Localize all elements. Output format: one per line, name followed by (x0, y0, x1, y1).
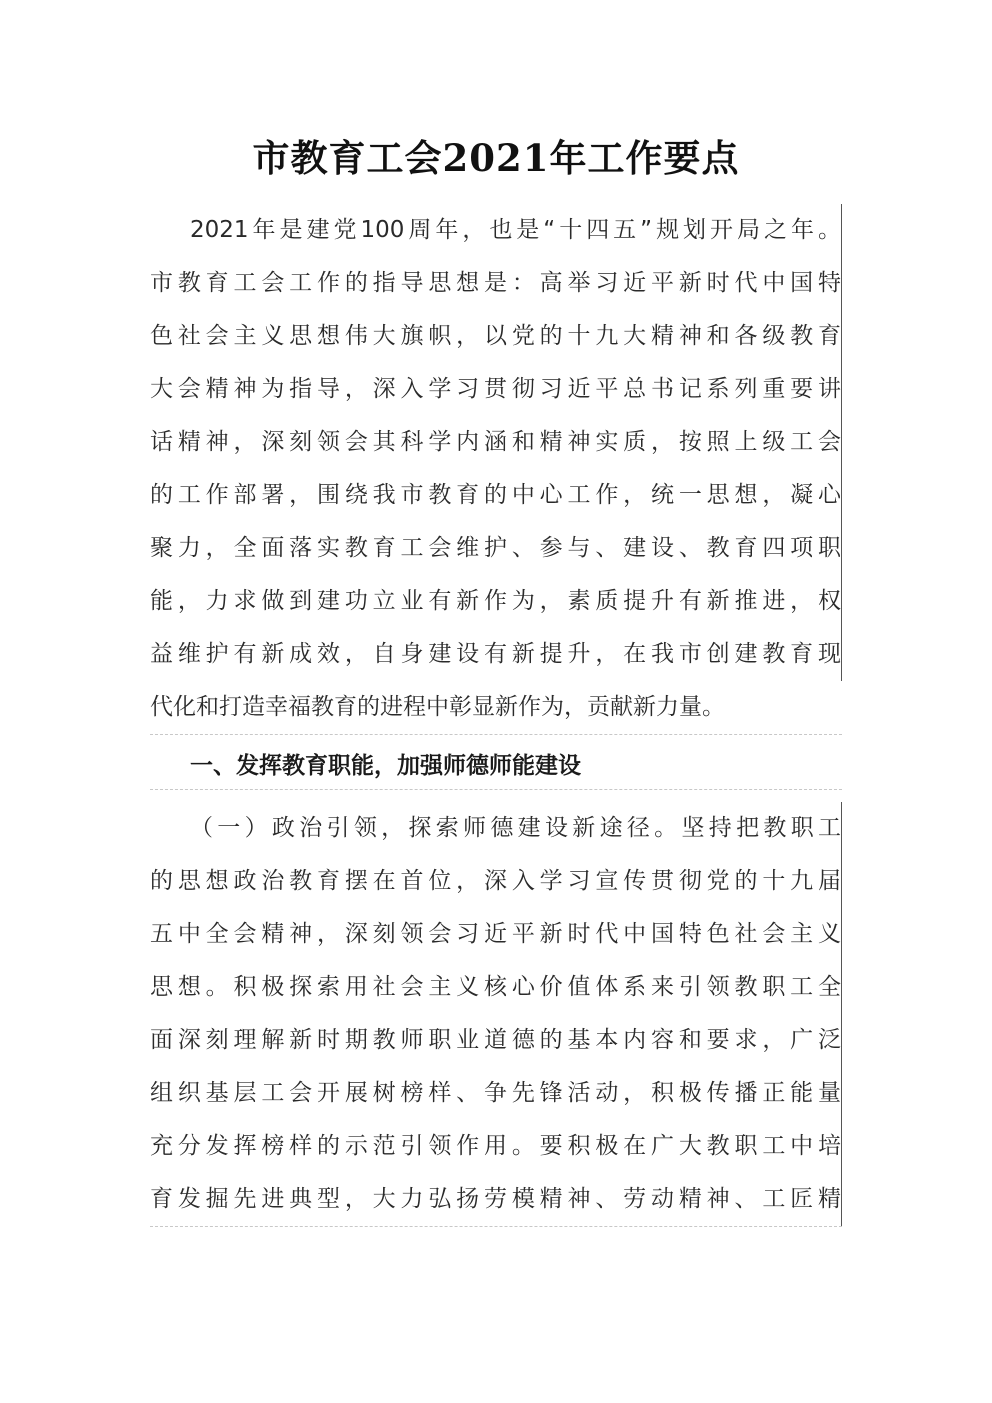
paragraph-line: 益维护有新成效，自身建设有新提升，在我市创建教育现 (150, 628, 842, 681)
paragraph-line: 市教育工会工作的指导思想是：高举习近平新时代中国特 (150, 257, 842, 310)
divider (150, 734, 842, 735)
paragraph-line: 能，力求做到建功立业有新作为，素质提升有新推进，权 (150, 575, 842, 628)
paragraph-line: 育发掘先进典型，大力弘扬劳模精神、劳动精神、工匠精 (150, 1173, 842, 1226)
paragraph-line: 代化和打造幸福教育的进程中彰显新作为，贡献新力量。 (150, 694, 725, 720)
paragraph-line: 组织基层工会开展树榜样、争先锋活动，积极传播正能量 (150, 1067, 842, 1120)
section1-paragraph (150, 802, 842, 1227)
divider (150, 789, 842, 790)
paragraph-line: 大会精神为指导，深入学习贯彻习近平总书记系列重要讲 (150, 363, 842, 416)
paragraph-line: 充分发挥榜样的示范引领作用。要积极在广大教职工中培 (150, 1120, 842, 1173)
paragraph-line: 2021年是建党100周年，也是“十四五”规划开局之年。 (150, 204, 842, 257)
paragraph-line: （一）政治引领，探索师德建设新途径。坚持把教职工 (150, 802, 842, 855)
paragraph-line: 面深刻理解新时期教师职业道德的基本内容和要求，广泛 (150, 1014, 842, 1067)
section-heading: 一、发挥教育职能，加强师德师能建设 (190, 753, 581, 779)
document-title: 市教育工会2021年工作要点 (252, 136, 740, 180)
paragraph-line: 的思想政治教育摆在首位，深入学习宣传贯彻党的十九届 (150, 855, 842, 908)
paragraph-line: 色社会主义思想伟大旗帜，以党的十九大精神和各级教育 (150, 310, 842, 363)
paragraph-line: 思想。积极探索用社会主义核心价值体系来引领教职工全 (150, 961, 842, 1014)
paragraph-line: 五中全会精神，深刻领会习近平新时代中国特色社会主义 (150, 908, 842, 961)
divider (150, 1226, 842, 1227)
paragraph-line: 的工作部署，围绕我市教育的中心工作，统一思想，凝心 (150, 469, 842, 522)
intro-paragraph (150, 204, 842, 735)
paragraph-line: 聚力，全面落实教育工会维护、参与、建设、教育四项职 (150, 522, 842, 575)
paragraph-line: 话精神，深刻领会其科学内涵和精神实质，按照上级工会 (150, 416, 842, 469)
